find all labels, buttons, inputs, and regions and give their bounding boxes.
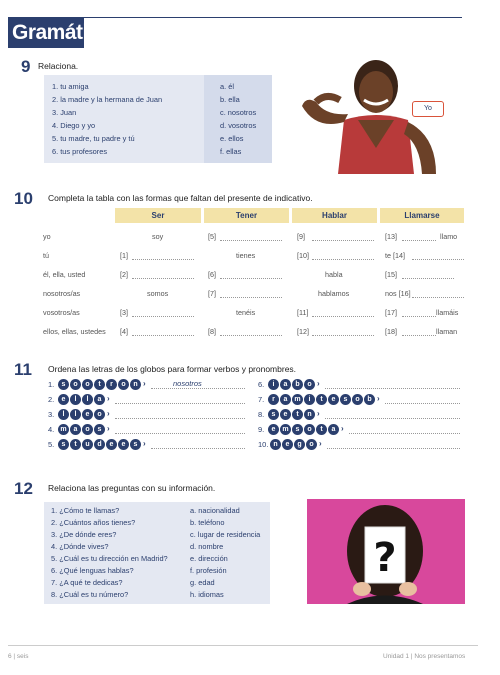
question-item: 4. ¿Dónde vives? [51, 542, 109, 551]
letter-bubble: t [316, 424, 327, 435]
match-item-right: e. ellos [220, 134, 244, 143]
letter-bubble: l [70, 394, 81, 405]
blank-line [412, 297, 464, 298]
match-item-left: 3. Juan [52, 108, 77, 117]
info-item: b. teléfono [190, 518, 225, 527]
letter-bubble: o [118, 379, 129, 390]
letter-bubble: g [294, 439, 305, 450]
blank-number: [10] [297, 251, 309, 260]
match-item-left: 4. Diego y yo [52, 121, 96, 130]
letter-bubbles [58, 409, 105, 420]
blank-line [402, 316, 436, 317]
letter-bubble: s [130, 439, 141, 450]
letter-bubble: o [306, 439, 317, 450]
blank-number: [5] [208, 232, 216, 241]
blank-line [412, 259, 464, 260]
letter-bubble: s [58, 439, 69, 450]
blank-line [220, 297, 282, 298]
table-header-ser: Ser [115, 208, 201, 223]
blank-line [312, 335, 374, 336]
letter-bubble: o [304, 424, 315, 435]
match-item-left: 6. tus profesores [52, 147, 108, 156]
letter-bubble: l [70, 409, 81, 420]
question-mark-photo [307, 499, 465, 604]
arrow-icon: › [107, 424, 110, 433]
given-form: habla [325, 270, 343, 279]
table-header-tener: Tener [204, 208, 289, 223]
question-item: 5. ¿Cuál es tu dirección en Madrid? [51, 554, 168, 563]
letter-bubble: m [292, 394, 303, 405]
letter-bubble: t [70, 439, 81, 450]
item-number: 9. [258, 425, 265, 434]
arrow-icon: › [143, 379, 146, 388]
letter-bubble: o [94, 409, 105, 420]
letter-bubble: a [70, 424, 81, 435]
letter-bubbles [268, 424, 339, 435]
letter-bubble: e [58, 394, 69, 405]
arrow-icon: › [317, 379, 320, 388]
conjugation-row-label: ellos, ellas, ustedes [43, 327, 106, 336]
letter-bubble: e [82, 409, 93, 420]
letter-bubble: e [328, 394, 339, 405]
letter-bubble: b [364, 394, 375, 405]
answer-line [349, 433, 460, 434]
letter-bubble: o [82, 379, 93, 390]
blank-number: [2] [120, 270, 128, 279]
letter-bubble: d [94, 439, 105, 450]
letter-bubbles [270, 439, 317, 450]
answer-line [327, 448, 460, 449]
letter-bubble: t [94, 379, 105, 390]
exercise-9-number: 9 [21, 57, 31, 76]
blank-number: [13] [385, 232, 397, 241]
conjugation-row-label: nosotros/as [43, 289, 81, 298]
letter-bubble: s [268, 409, 279, 420]
blank-line [220, 335, 282, 336]
conjugation-row-label: tú [43, 251, 49, 260]
arrow-icon: › [143, 439, 146, 448]
given-form: soy [152, 232, 164, 241]
blank-number: [6] [208, 270, 216, 279]
answer-line [325, 388, 460, 389]
footer-rule [8, 645, 478, 646]
conjugation-row-label: yo [43, 232, 51, 241]
question-item: 3. ¿De dónde eres? [51, 530, 117, 539]
blank-number: [3] [120, 308, 128, 317]
letter-bubble: e [268, 424, 279, 435]
blank-number: [8] [208, 327, 216, 336]
match-item-left: 2. la madre y la hermana de Juan [52, 95, 163, 104]
blank-line [220, 240, 282, 241]
letter-bubble: t [292, 409, 303, 420]
given-form: llamo [440, 232, 458, 241]
question-item: 8. ¿Cuál es tu número? [51, 590, 129, 599]
letter-bubble: u [82, 439, 93, 450]
letter-bubbles [58, 379, 141, 390]
blank-line [132, 316, 194, 317]
blank-line [402, 335, 436, 336]
item-number: 5. [48, 440, 55, 449]
letter-bubble: m [58, 424, 69, 435]
arrow-icon: › [107, 394, 110, 403]
letter-bubble: a [328, 424, 339, 435]
blank-number: [11] [297, 308, 309, 317]
match-item-right: c. nosotros [220, 108, 257, 117]
match-item-right: d. vosotros [220, 121, 257, 130]
info-item: a. nacionalidad [190, 506, 240, 515]
blank-number: [12] [297, 327, 309, 336]
item-number: 10. [258, 440, 269, 449]
table-header-hablar: Hablar [292, 208, 377, 223]
info-item: h. idiomas [190, 590, 224, 599]
given-form: somos [147, 289, 169, 298]
exercise-10-title: Completa la tabla con las formas que faltan del presente de indicativo. [48, 193, 313, 203]
blank-line [132, 278, 194, 279]
speech-bubble: Yo [412, 101, 444, 117]
item-number: 3. [48, 410, 55, 419]
letter-bubbles [268, 379, 315, 390]
letter-bubble: n [130, 379, 141, 390]
blank-line [312, 240, 374, 241]
letter-bubble: b [292, 379, 303, 390]
item-number: 2. [48, 395, 55, 404]
answer-line [325, 418, 460, 419]
letter-bubble: r [268, 394, 279, 405]
question-item: 6. ¿Qué lenguas hablas? [51, 566, 134, 575]
letter-bubble: s [94, 424, 105, 435]
letter-bubble: e [280, 409, 291, 420]
given-form: tenéis [236, 308, 256, 317]
answer-line [115, 418, 245, 419]
question-item: 1. ¿Cómo te llamas? [51, 506, 120, 515]
conjugation-row-label: él, ella, usted [43, 270, 86, 279]
letter-bubbles [58, 424, 105, 435]
blank-number: [18] [385, 327, 397, 336]
item-number: 6. [258, 380, 265, 389]
page-number: 6 | seis [8, 653, 29, 660]
letter-bubble: s [58, 379, 69, 390]
conjugation-row-label: vosotros/as [43, 308, 80, 317]
exercise-10-number: 10 [14, 189, 33, 208]
arrow-icon: › [319, 439, 322, 448]
exercise-11-number: 11 [14, 360, 32, 379]
letter-bubble: e [282, 439, 293, 450]
question-item: 2. ¿Cuántos años tienes? [51, 518, 136, 527]
blank-line [220, 278, 282, 279]
letter-bubble: e [118, 439, 129, 450]
letter-bubble: i [304, 394, 315, 405]
letter-bubble: l [58, 409, 69, 420]
info-item: d. nombre [190, 542, 224, 551]
letter-bubble: m [280, 424, 291, 435]
letter-bubble: a [280, 379, 291, 390]
answer-line [115, 433, 245, 434]
match-item-right: a. él [220, 82, 234, 91]
item-number: 1. [48, 380, 55, 389]
arrow-icon: › [341, 424, 344, 433]
blank-number: te [14] [385, 251, 405, 260]
blank-line [132, 335, 194, 336]
blank-number: [9] [297, 232, 305, 241]
answer-line [151, 448, 245, 449]
letter-bubble: r [106, 379, 117, 390]
letter-bubble: o [304, 379, 315, 390]
letter-bubbles [268, 394, 375, 405]
letter-bubble: l [82, 394, 93, 405]
given-form: tienes [236, 251, 256, 260]
arrow-icon: › [377, 394, 380, 403]
letter-bubble: n [270, 439, 281, 450]
answer-line [385, 403, 460, 404]
given-form: hablamos [318, 289, 350, 298]
blank-line [402, 240, 436, 241]
letter-bubble: a [280, 394, 291, 405]
letter-bubbles [268, 409, 315, 420]
table-header-llamarse: Llamarse [380, 208, 464, 223]
blank-number: [1] [120, 251, 128, 260]
item-number: 7. [258, 395, 265, 404]
arrow-icon: › [317, 409, 320, 418]
blank-line [312, 316, 374, 317]
item-number: 8. [258, 410, 265, 419]
letter-bubble: e [106, 439, 117, 450]
exercise-11-title: Ordena las letras de los globos para formar verbos y pronombres. [48, 364, 297, 374]
question-item: 7. ¿A qué te dedicas? [51, 578, 123, 587]
arrow-icon: › [107, 409, 110, 418]
letter-bubble: t [316, 394, 327, 405]
question-mark-sign: ? [373, 535, 397, 581]
letter-bubble: s [340, 394, 351, 405]
letter-bubble: a [94, 394, 105, 405]
blank-number: nos [16] [385, 289, 411, 298]
letter-bubbles [58, 394, 105, 405]
given-form: llamáis [436, 308, 459, 317]
letter-bubble: o [70, 379, 81, 390]
info-item: f. profesión [190, 566, 227, 575]
letter-bubble: o [82, 424, 93, 435]
letter-bubble: o [352, 394, 363, 405]
sample-answer: nosotros [173, 379, 202, 388]
match-item-right: f. ellas [220, 147, 242, 156]
exercise-12-number: 12 [14, 479, 33, 498]
blank-number: [17] [385, 308, 397, 317]
match-item-right: b. ella [220, 95, 240, 104]
exercise-12-title: Relaciona las preguntas con su información. [48, 483, 216, 493]
letter-bubbles [58, 439, 141, 450]
letter-bubble: i [268, 379, 279, 390]
unit-title: Unidad 1 | Nos presentamos [383, 653, 466, 660]
info-item: c. lugar de residencia [190, 530, 261, 539]
answer-line [115, 403, 245, 404]
blank-line [132, 259, 194, 260]
exercise-9-title: Relaciona. [38, 61, 79, 71]
answer-line [151, 388, 245, 389]
blank-number: [4] [120, 327, 128, 336]
info-item: g. edad [190, 578, 215, 587]
section-title: Gramática [8, 18, 84, 48]
given-form: llaman [436, 327, 458, 336]
match-item-left: 1. tu amiga [52, 82, 89, 91]
letter-bubble: n [304, 409, 315, 420]
blank-line [312, 259, 374, 260]
info-item: e. dirección [190, 554, 228, 563]
letter-bubble: s [292, 424, 303, 435]
blank-line [402, 278, 454, 279]
blank-number: [7] [208, 289, 216, 298]
blank-number: [15] [385, 270, 397, 279]
item-number: 4. [48, 425, 55, 434]
match-item-left: 5. tu madre, tu padre y tú [52, 134, 135, 143]
